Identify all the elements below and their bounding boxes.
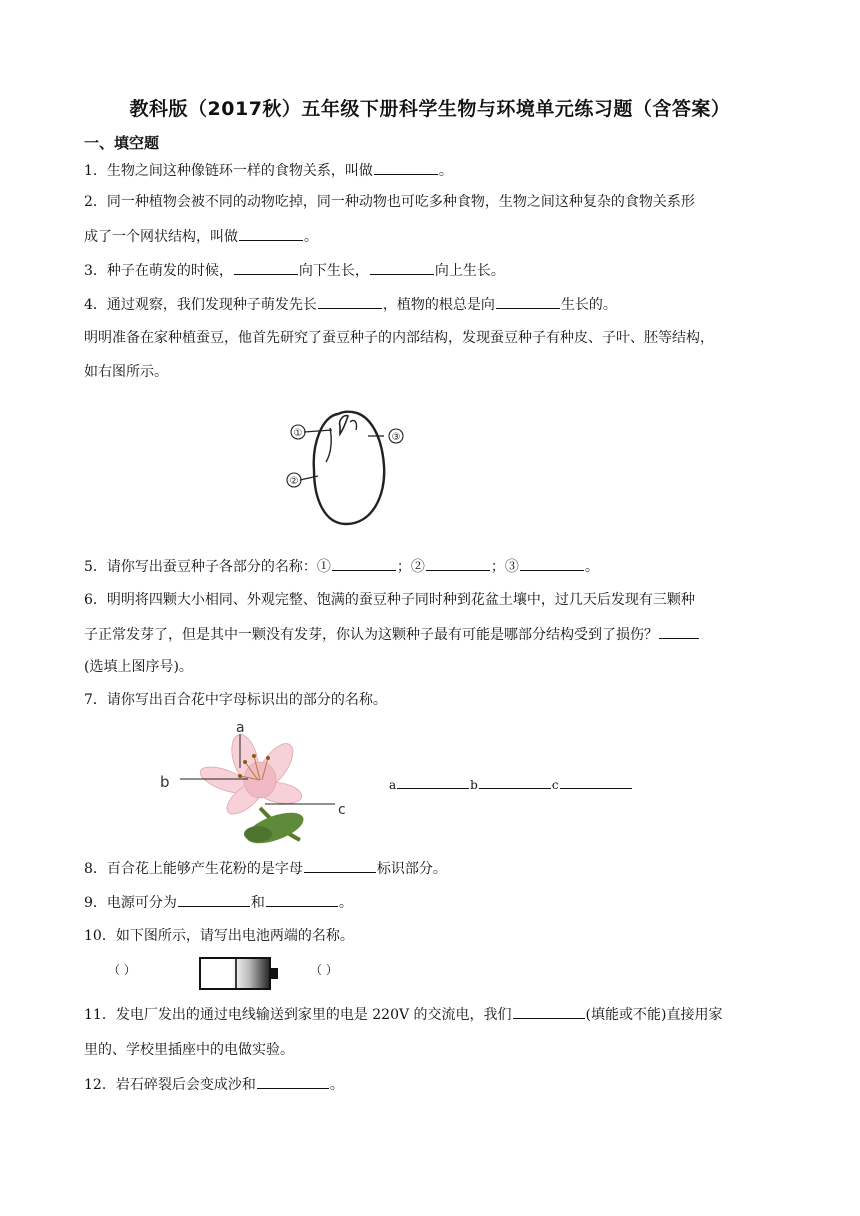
answer-blank[interactable]	[332, 556, 396, 571]
answer-blank[interactable]	[479, 776, 551, 789]
q9-end: 。	[338, 895, 353, 911]
answer-blank[interactable]	[257, 1074, 329, 1089]
question-7: 7．请你写出百合花中字母标识出的部分的名称。	[84, 692, 387, 708]
page-title: 教科版（2017秋）五年级下册科学生物与环境单元练习题（含答案）	[129, 98, 731, 120]
q11-text-2: (填能或不能)直接用家	[585, 1007, 723, 1023]
answer-blank[interactable]	[178, 892, 250, 907]
q3-text-2: 向下生长，	[298, 263, 369, 279]
question-6-line2	[84, 624, 700, 645]
battery-diagram	[198, 955, 284, 993]
question-2-line2	[84, 226, 318, 247]
q1-text: 1．生物之间这种像链环一样的食物关系，叫做	[84, 163, 373, 179]
q6-text: 子正常发芽了，但是其中一颗没有发芽，你认为这颗种子最有可能是哪部分结构受到了损伤？	[84, 627, 658, 643]
q5-text-2: ；②	[396, 559, 425, 575]
question-11-line1	[84, 1004, 722, 1025]
question-1	[84, 160, 453, 181]
q5-text-3: ；③	[490, 559, 519, 575]
question-10: 10．如下图所示，请写出电池两端的名称。	[84, 928, 354, 944]
battery-left-bracket: （ ）	[108, 963, 136, 977]
seed-label-1: ①	[293, 428, 303, 439]
seed-label-3: ③	[391, 432, 401, 443]
lily-flower-diagram	[150, 718, 360, 848]
q2-text: 成了一个网状结构，叫做	[84, 229, 238, 245]
answer-blank[interactable]	[496, 294, 560, 309]
answer-blank[interactable]	[304, 858, 376, 873]
broad-bean-seed-diagram	[280, 400, 420, 530]
question-3	[84, 260, 505, 281]
answer-blank[interactable]	[560, 776, 632, 789]
q5-end: 。	[584, 559, 599, 575]
answer-blank[interactable]	[239, 226, 303, 241]
lily-label-b: b	[160, 773, 170, 791]
intro-line2: 如右图所示。	[84, 364, 168, 380]
q7-answer-b: b	[470, 778, 478, 792]
answer-blank[interactable]	[234, 260, 298, 275]
q4-text-2: ，植物的根总是向	[382, 297, 495, 313]
answer-blank[interactable]	[659, 624, 699, 639]
q8-end: 标识部分。	[376, 861, 447, 877]
section-heading: 一、填空题	[84, 134, 160, 152]
answer-blank[interactable]	[426, 556, 490, 571]
battery-right-bracket: （ ）	[310, 963, 338, 977]
question-9	[84, 892, 353, 913]
q1-end: 。	[438, 163, 453, 179]
q9-text-2: 和	[250, 895, 265, 911]
q3-text: 3．种子在萌发的时候，	[84, 263, 233, 279]
answer-blank[interactable]	[397, 776, 469, 789]
answer-blank[interactable]	[374, 160, 438, 175]
question-6-line3: (选填上图序号)。	[84, 659, 193, 675]
q12-end: 。	[329, 1077, 344, 1093]
question-12	[84, 1074, 344, 1095]
answer-blank[interactable]	[318, 294, 382, 309]
q3-end: 向上生长。	[434, 263, 505, 279]
q7-answer-a: a	[389, 778, 397, 792]
q7-answer-line	[389, 775, 633, 795]
question-5	[84, 556, 599, 577]
q2-end: 。	[304, 229, 318, 245]
q7-answer-c: c	[551, 778, 559, 792]
q4-text: 4．通过观察，我们发现种子萌发先长	[84, 297, 317, 313]
lily-label-a: a	[236, 720, 245, 736]
q8-text: 8．百合花上能够产生花粉的是字母	[84, 861, 303, 877]
intro-line1: 明明准备在家种植蚕豆，他首先研究了蚕豆种子的内部结构，发现蚕豆种子有种皮、子叶、胚等结构，	[84, 330, 714, 346]
question-8	[84, 858, 447, 879]
lily-label-c: c	[338, 802, 346, 818]
q11-text: 11．发电厂发出的通过电线输送到家里的电是 220V 的交流电，我们	[84, 1007, 512, 1023]
q9-text: 9．电源可分为	[84, 895, 177, 911]
question-11-line2: 里的、学校里插座中的电做实验。	[84, 1042, 294, 1058]
answer-blank[interactable]	[370, 260, 434, 275]
question-2-line1: 2．同一种植物会被不同的动物吃掉，同一种动物也可吃多种食物，生物之间这种复杂的食物关系形	[84, 194, 695, 210]
answer-blank[interactable]	[520, 556, 584, 571]
answer-blank[interactable]	[266, 892, 338, 907]
q4-end: 生长的。	[560, 297, 617, 313]
answer-blank[interactable]	[513, 1004, 585, 1019]
question-4	[84, 294, 617, 315]
seed-label-2: ②	[289, 476, 299, 487]
q5-text: 5．请你写出蚕豆种子各部分的名称：①	[84, 559, 331, 575]
q12-text: 12．岩石碎裂后会变成沙和	[84, 1077, 256, 1093]
question-6-line1: 6．明明将四颗大小相同、外观完整、饱满的蚕豆种子同时种到花盆土壤中，过几天后发现有三颗种	[84, 592, 695, 608]
